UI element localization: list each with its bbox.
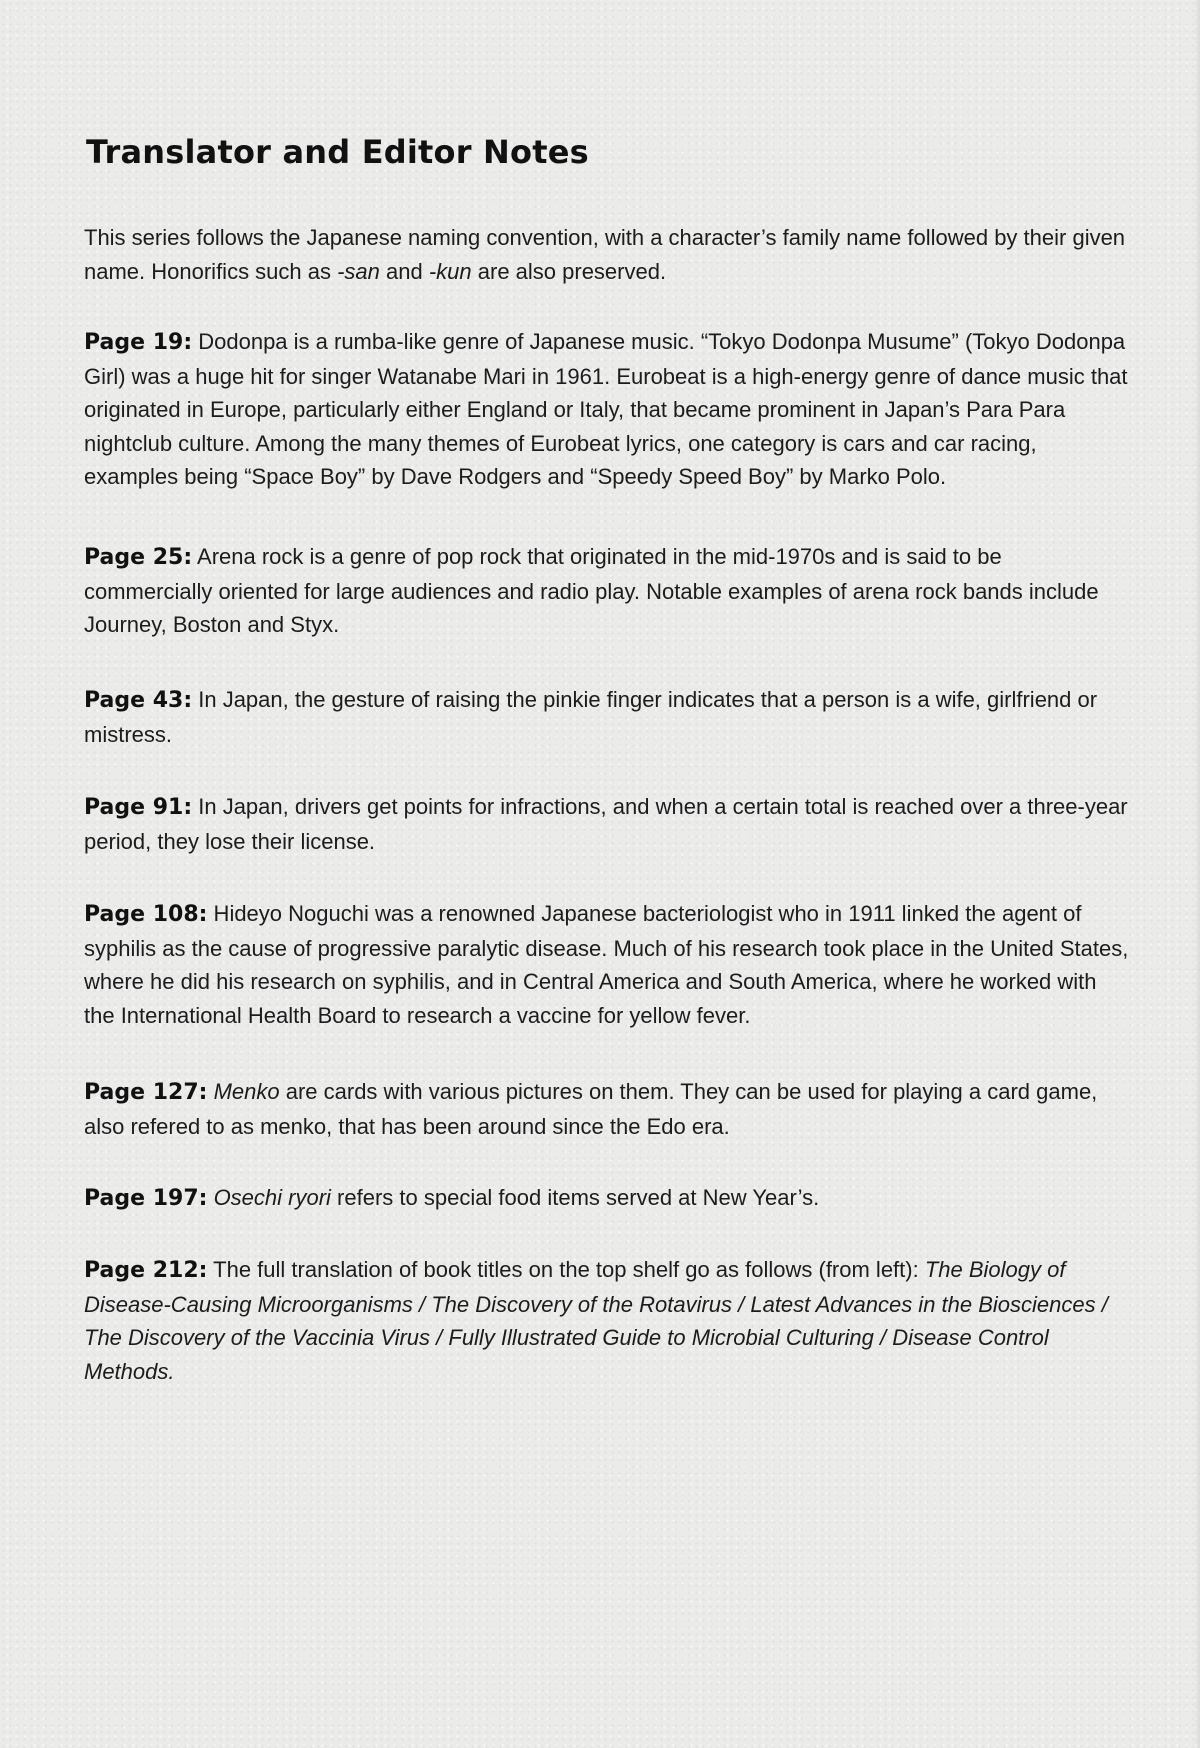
note-italic-term: Osechi ryori: [213, 1185, 331, 1210]
intro-text-3: are also preserved.: [471, 258, 667, 284]
page-edge-shadow: [1194, 0, 1200, 1748]
note-text: The full translation of book titles on the top shelf go as follows (from left):: [207, 1257, 925, 1282]
note-label: Page 127:: [84, 1080, 208, 1105]
note-page-108: [84, 897, 1130, 1032]
note-label: Page 25:: [84, 545, 193, 570]
intro-paragraph: [84, 221, 1130, 288]
note-page-197: [84, 1181, 1130, 1216]
note-text: are cards with various pictures on them. They can be used for playing a card game, also refered to as menko, that has been around since the Edo era.: [84, 1079, 1098, 1139]
intro-honorific-san: -san: [337, 258, 380, 284]
note-text: Dodonpa is a rumba-like genre of Japanese music. “Tokyo Dodonpa Musume” (Tokyo Dodonpa Girl) was a huge hit for singer Watanabe Mari in 1961. Eurobeat is a high-energy genre of dance music that originated in Europe, particularly either England or Italy, that became prominent in Japan’s Para Para nightclub culture. Among the many themes of Eurobeat lyrics, one category is cars and car racing, examples being “Space Boy” by Dave Rodgers and “Speedy Speed Boy” by Marko Polo.: [84, 329, 1128, 489]
intro-text-2: and: [379, 258, 429, 284]
note-label: Page 19:: [84, 330, 193, 355]
note-page-43: [84, 683, 1130, 751]
page-title: Translator and Editor Notes: [86, 133, 589, 171]
note-text: In Japan, drivers get points for infractions, and when a certain total is reached over a three-year period, they lose their license.: [84, 794, 1128, 854]
note-text: Hideyo Noguchi was a renowned Japanese bacteriologist who in 1911 linked the agent of syphilis as the cause of progressive paralytic disease. Much of his research took place in the United States, where he did his research on syphilis, and in Central America and South America, where he worked with the International Health Board to research a vaccine for yellow fever.: [84, 901, 1129, 1028]
intro-honorific-kun: -kun: [428, 258, 472, 284]
note-page-19: [84, 325, 1130, 494]
note-text: refers to special food items served at New Year’s.: [330, 1185, 820, 1210]
note-text: In Japan, the gesture of raising the pinkie finger indicates that a person is a wife, girlfriend or mistress.: [84, 687, 1098, 747]
note-label: Page 212:: [84, 1258, 208, 1283]
note-label: Page 197:: [84, 1186, 208, 1211]
note-italic-term: Menko: [213, 1079, 280, 1104]
note-page-25: [84, 540, 1130, 642]
note-page-91: [84, 790, 1130, 858]
note-book-titles: The Biology of Disease-Causing Microorganisms / The Discovery of the Rotavirus / Latest Advances in the Biosciences / The Discovery of the Vaccinia Virus / Fully Illustrated Guide to Microbial Culturing / Disease Control Methods.: [84, 1257, 1108, 1384]
note-label: Page 43:: [84, 688, 193, 713]
note-text: Arena rock is a genre of pop rock that originated in the mid-1970s and is said to be commercially oriented for large audiences and radio play. Notable examples of arena rock bands include Journey, Boston and Styx.: [84, 544, 1099, 637]
intro-text-1: This series follows the Japanese naming convention, with a character’s family name followed by their given name. Honorifics such as: [84, 225, 1126, 284]
note-label: Page 91:: [84, 795, 193, 820]
note-label: Page 108:: [84, 902, 208, 927]
note-page-212: [84, 1253, 1130, 1388]
note-page-127: [84, 1075, 1130, 1143]
